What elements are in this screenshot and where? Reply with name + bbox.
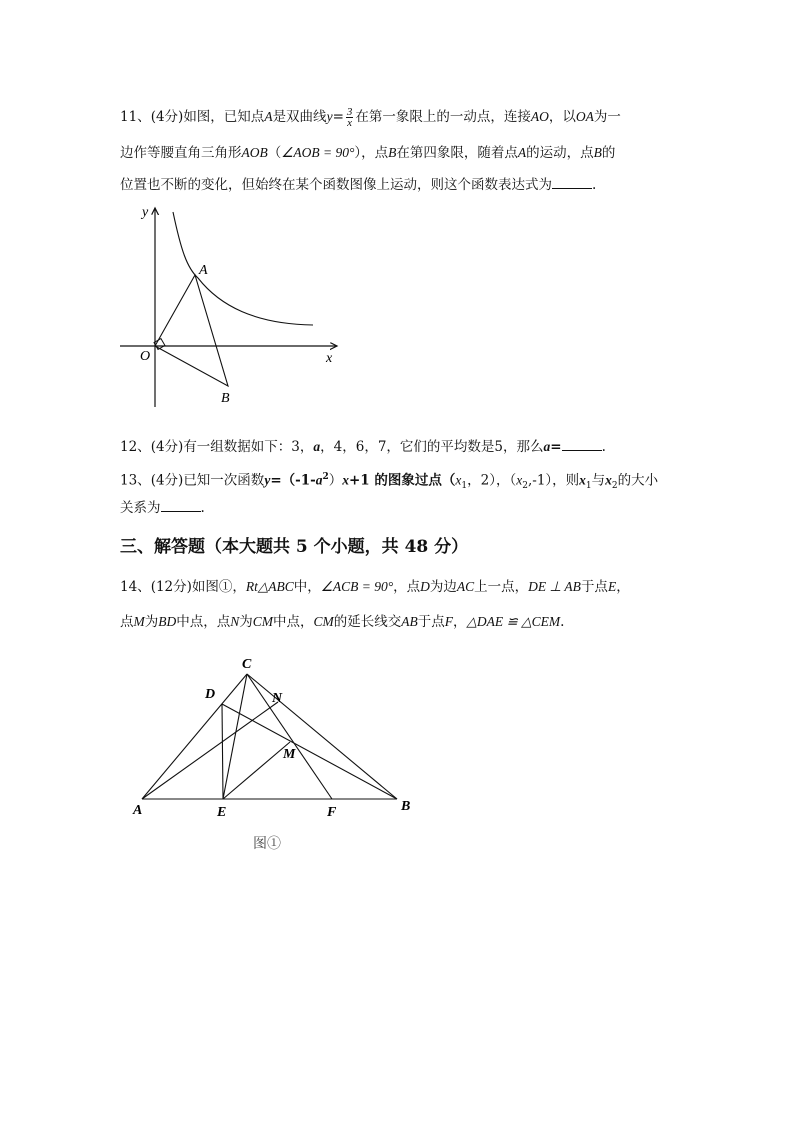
q13-text: ） [328,472,343,489]
segment-cb [247,674,397,799]
q14-math: BD [158,614,177,629]
q11-text: 的运动，点 [526,145,594,161]
label-y: y [142,205,149,220]
q11-angle: ∠AOB = 90° [281,145,355,160]
q14-text: 如图①， [191,579,246,595]
q13-text: 与 [591,472,606,489]
section-heading: 三、解答题（本大题共 5 个小题，共 48 分） [120,537,469,557]
triangle-aob [155,275,228,386]
triangle-figure [125,652,425,832]
q13-text: ,-1），则 [527,472,580,489]
q12-line [120,438,606,456]
q13-var: y [264,472,271,488]
segment-ac [142,674,247,799]
q11-frac-den: x [347,117,353,129]
label-e: E [217,805,227,820]
q14-text: 中点， [273,614,314,630]
q13-sub: 2 [522,481,528,492]
label-c: C [242,657,252,672]
label-m: M [283,747,296,762]
q12-text: ，4，6，7，它们的平均数是5，那么 [320,439,544,455]
q14-text: 为 [239,614,253,630]
q14-math: M [133,614,145,629]
q14-math: CM [252,614,274,629]
segment-em [223,742,290,799]
q13-var: x [579,472,586,488]
q13-number: 13、 [120,472,151,489]
q11-score: (4分) [150,109,184,125]
q11-eq-sign: = [332,109,344,125]
q12-a: a [543,439,551,454]
q14-text: ， [616,579,630,595]
q13-text: =（-1- [270,472,316,489]
q14-math: E [607,579,617,594]
q13-line2 [120,499,205,517]
q11-text: ），点 [354,145,389,161]
q11-point-b: B [593,145,602,160]
q13-text: 的大小 [617,472,659,489]
q11-point-a: A [264,109,273,124]
q11-point-a: A [517,145,527,160]
q11-text: 如图，已知点 [183,109,265,125]
q14-text: 中点，点 [176,614,231,630]
label-d: D [205,687,216,702]
q11-aob: AOB [241,145,268,160]
q13-var: x [516,472,523,488]
q14-math: AC [456,579,475,594]
q11-eq-y: y [326,109,333,124]
label-a: A [199,263,208,278]
q13-var: x [605,472,612,488]
q11-text: 位置也不断的变化，但始终在某个函数图像上运动，则这个函数表达式为 [120,177,552,193]
q11-number: 11、 [120,109,151,125]
figure-caption: 图① [253,836,281,852]
q12-answer-blank[interactable] [562,438,602,451]
segment-cf [247,674,332,799]
q11-frac-num: 3 [346,106,353,118]
hyperbola-figure [115,200,345,415]
q13-var: x [455,472,462,488]
q11-text: 边作等腰直角三角形 [120,145,242,161]
q12-a: a [313,439,321,454]
q11-text: 为一 [593,109,621,125]
q11-text: （ [267,145,282,161]
q12-text: 有一组数据如下：3， [183,439,314,455]
segment-db [222,704,397,799]
q11-line1 [120,107,621,128]
label-b: B [221,391,230,406]
q11-text: ，以 [548,109,576,125]
q14-math: N [230,614,240,629]
q11-text: 在第四象限，随着点 [396,145,518,161]
q14-math: D [420,579,430,594]
q12-number: 12、 [120,439,151,455]
q14-text: 为 [144,614,159,630]
q14-text: 于点 [417,614,445,630]
q14-text: ，点 [393,579,421,595]
q14-score: (12分) [150,579,192,595]
q12-text: . [601,439,606,455]
label-x: x [326,351,333,366]
q12-score: (4分) [150,439,184,455]
q11-line3 [120,176,596,194]
q11-fraction [346,107,354,128]
label-o: O [140,349,151,364]
q14-math: ∠ACB = 90° [320,579,394,594]
segment-ce [223,674,247,799]
q13-sub: 2 [611,481,618,492]
q14-text: 的延长线交 [333,614,402,630]
label-n: N [272,691,283,706]
q14-text: 中， [293,579,321,595]
q11-point-b: B [388,145,397,160]
q11-text: 在第一象限上的一动点，连接 [355,109,531,125]
q11-line2 [120,144,615,162]
q13-var: a [315,472,323,488]
q13-line1 [120,468,658,495]
q14-text: 为边 [429,579,457,595]
q11-text: . [592,177,597,193]
q11-oa: OA [575,109,594,124]
segment-de [222,704,223,799]
q11-text: 的 [601,145,616,161]
q14-line1 [120,578,630,596]
q11-text: 是双曲线 [272,109,327,125]
q11-ao: AO [530,109,549,124]
q14-math: AB [401,614,418,629]
q14-math: F [444,614,454,629]
q14-text: 上一点， [474,579,529,595]
q11-answer-blank[interactable] [552,176,592,189]
q14-text: 于点 [580,579,608,595]
segment-an [142,702,278,799]
q14-math: DE ⊥ AB [528,579,581,594]
q13-sub: 1 [461,481,468,492]
q13-score: (4分) [150,472,184,489]
q13-text: 关系为 [120,500,161,516]
q14-math: △DAE ≌ △CEM [466,614,561,629]
q14-math: CM [313,614,334,629]
q12-eq: = [550,439,562,455]
q14-number: 14、 [120,579,151,595]
label-a: A [133,803,143,818]
q13-text: . [200,500,205,516]
q13-text: ，2），（ [467,472,517,489]
label-b: B [401,799,411,814]
q13-sup: 2 [322,472,329,482]
q14-text: 点 [120,614,134,630]
hyperbola-curve [173,212,313,325]
q13-text: +1 的图象过点（ [349,472,456,489]
q14-line2 [120,613,564,631]
q13-sub: 1 [585,481,592,492]
q13-answer-blank[interactable] [161,499,201,512]
q14-text: ， [453,614,467,630]
q14-math: Rt△ABC [245,579,294,594]
q13-text: 已知一次函数 [183,472,265,489]
q13-var: x [342,472,349,488]
label-f: F [327,805,337,820]
q14-text: . [560,614,565,630]
